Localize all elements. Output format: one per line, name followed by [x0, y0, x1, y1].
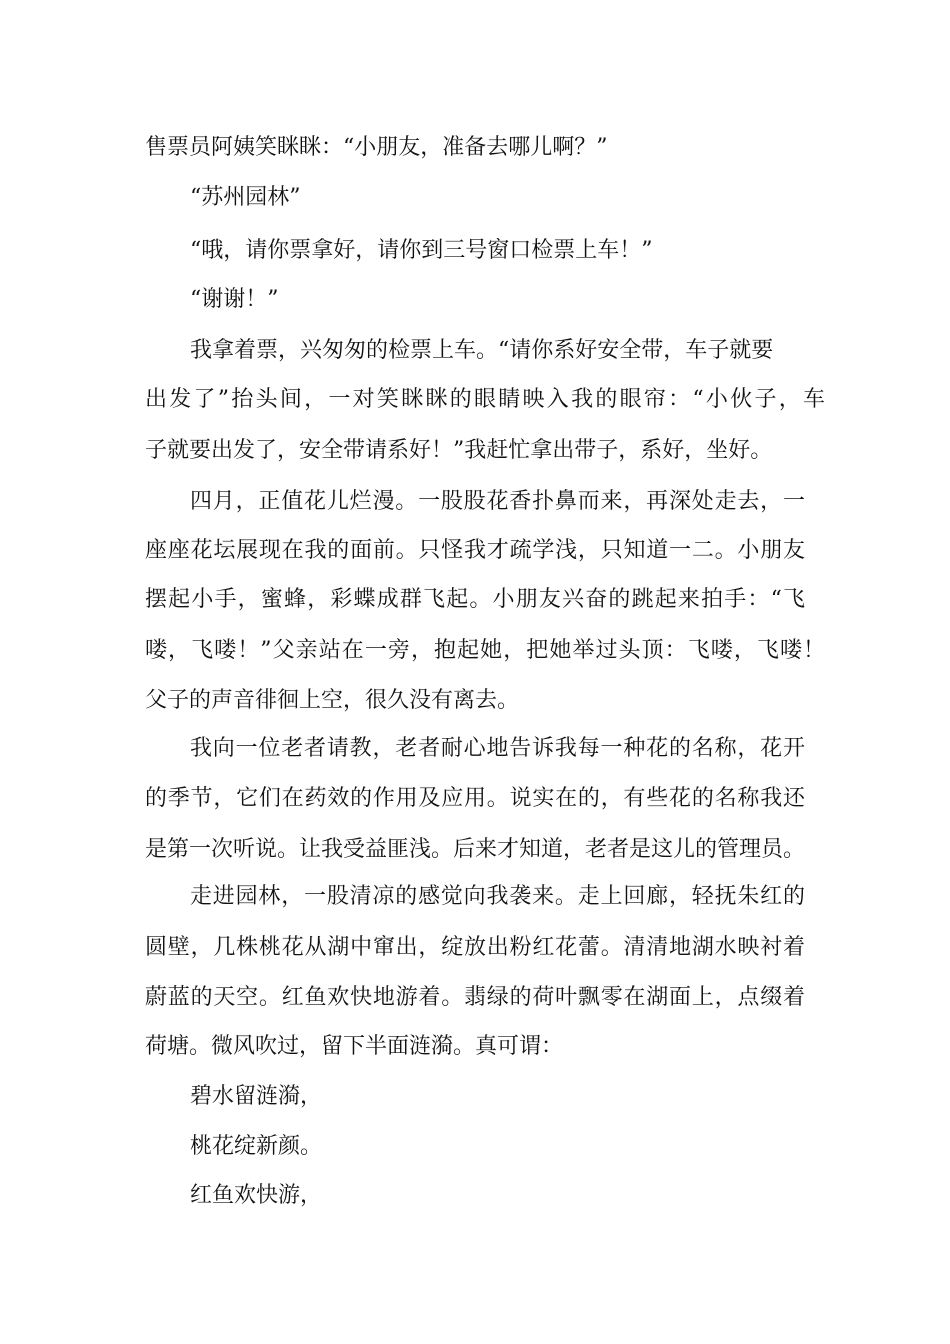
text-line: 子就要出发了，安全带请系好！”我赶忙拿出带子，系好，坐好。 [145, 438, 773, 463]
text-line: 售票员阿姨笑眯眯：“小朋友，准备去哪儿啊？” [145, 135, 608, 160]
text-line: 父子的声音徘徊上空，很久没有离去。 [145, 688, 520, 713]
text-line: 桃花绽新颜。 [190, 1134, 323, 1159]
text-line: 摆起小手，蜜蜂，彩蝶成群飞起。小朋友兴奋的跳起来拍手：“飞 [145, 587, 805, 612]
text-line: 四月，正值花儿烂漫。一股股花香扑鼻而来，再深处走去，一 [190, 489, 805, 514]
text-line: “苏州园林” [190, 185, 301, 210]
text-line: “哦，请你票拿好，请你到三号窗口检票上车！” [190, 238, 653, 263]
text-line: 我拿着票，兴匆匆的检票上车。“请你系好安全带，车子就要 [190, 338, 774, 363]
text-line: 碧水留涟漪， [190, 1084, 323, 1109]
text-line: 我向一位老者请教，老者耐心地告诉我每一种花的名称，花开 [190, 736, 805, 761]
text-line: 出发了”抬头间，一对笑眯眯的眼睛映入我的眼帘：“小伙子，车 [145, 387, 825, 412]
text-line: “谢谢！” [190, 287, 279, 312]
text-line: 座座花坛展现在我的面前。只怪我才疏学浅，只知道一二。小朋友 [145, 538, 805, 563]
text-line: 红鱼欢快游， [190, 1183, 323, 1208]
text-line: 是第一次听说。让我受益匪浅。后来才知道，老者是这儿的管理员。 [145, 837, 806, 862]
text-line: 的季节，它们在药效的作用及应用。说实在的，有些花的名称我还 [145, 786, 805, 811]
text-line: 荷塘。微风吹过，留下半面涟漪。真可谓： [145, 1034, 564, 1059]
text-line: 圆壁，几株桃花从湖中窜出，绽放出粉红花蕾。清清地湖水映衬着 [145, 935, 805, 960]
text-line: 蔚蓝的天空。红鱼欢快地游着。翡绿的荷叶飘零在湖面上，点缀着 [145, 985, 805, 1010]
text-line: 走进园林，一股清凉的感觉向我袭来。走上回廊，轻抚朱红的 [190, 884, 805, 909]
text-line: 喽，飞喽！”父亲站在一旁，抱起她，把她举过头顶：飞喽，飞喽！ [145, 638, 825, 663]
